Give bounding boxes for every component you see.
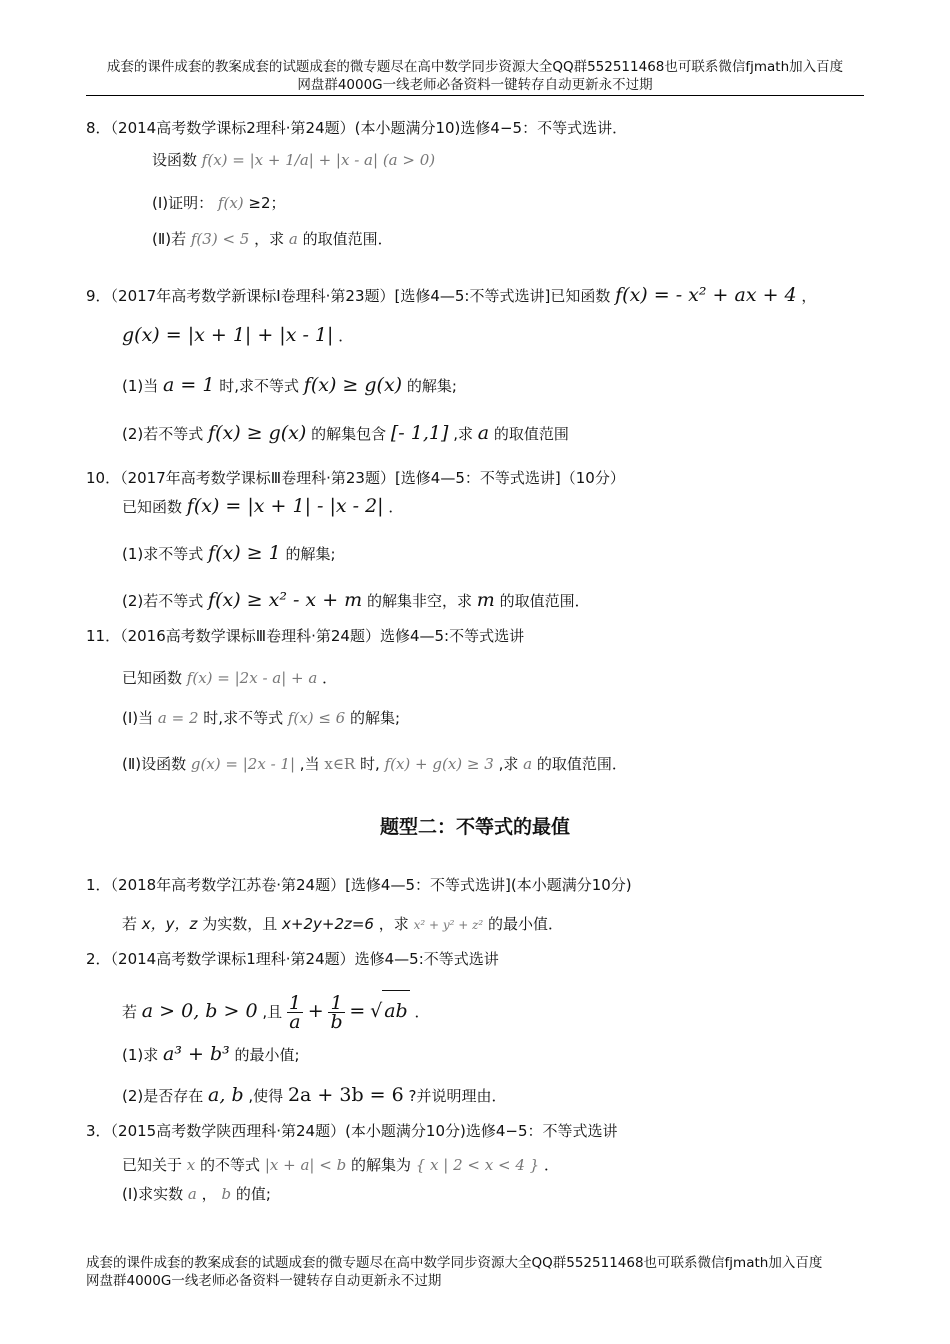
sqrt-icon: √ (370, 1000, 383, 1022)
p11-q2-prefix: (Ⅱ)设函数 (122, 755, 187, 773)
p10-q2-math: f(x) ≥ x² - x + m (208, 589, 363, 611)
p8-part2-var: a (288, 230, 298, 248)
s2-q2-mid: ,且 (262, 1003, 283, 1021)
p11-q2-mid2: 时, (360, 755, 380, 773)
p10-q2-mid: 的解集非空，求 (366, 592, 472, 610)
p8-part2-prefix: (Ⅱ)若 (152, 230, 187, 248)
problem-8-part2 (152, 229, 393, 249)
s2-q1-text-f: 的最小值． (488, 915, 564, 933)
p8-function-formula: f(x) = |x + 1/a| + |x - a| (a > 0) (201, 151, 436, 169)
p9-g-end: ． (338, 327, 354, 345)
p11-f-formula: f(x) = |2x - a| + a (186, 669, 318, 687)
s2-q3-end: ． (543, 1156, 559, 1174)
p10-line1-prefix: 已知函数 (122, 498, 183, 516)
p9-title-end: ， (801, 287, 817, 305)
s2-q3-solution-set: { x | 2 < x < 4 } (415, 1156, 540, 1174)
s2-q2-q1 (122, 1044, 300, 1065)
p10-q2-suffix: 的取值范围． (499, 592, 590, 610)
p9-q1-math2: f(x) ≥ g(x) (303, 374, 403, 396)
s2-q2-q1-suffix: 的最小值; (234, 1046, 300, 1064)
s2-q2-q2-math2: 2a + 3b = 6 (287, 1084, 404, 1106)
s2-q3-var: x (186, 1156, 196, 1174)
s2-q3-part1-a: a (187, 1185, 197, 1203)
frac1-denominator: a (289, 1011, 301, 1033)
p10-q1-suffix: 的解集; (285, 545, 336, 563)
s2-q1-text-c: 为实数，且 (202, 915, 278, 933)
p8-part2-suffix: 的取值范围． (302, 230, 393, 248)
s2-q2-fraction-1b (328, 994, 344, 1031)
p11-q1-math2: f(x) ≤ 6 (287, 709, 346, 727)
header-line-1: 成套的课件成套的教案成套的试题成套的微专题尽在高中数学同步资源大全QQ群552511468也可联系微信fjmath加入百度 (106, 59, 844, 75)
s2-q3-part1-suffix: 的值; (235, 1185, 271, 1203)
p8-part1-suffix: ≥2； (248, 194, 286, 212)
frac2-denominator: b (330, 1011, 343, 1033)
problem-8-line1 (152, 150, 435, 170)
p8-part2-math: f(3) < 5 (190, 230, 250, 248)
p11-q1-suffix: 的解集; (350, 709, 401, 727)
p9-title-text: 9．（2017年高考数学新课标Ⅰ卷理科·第23题）[选修4—5:不等式选讲]已知函数 (86, 287, 611, 305)
problem-9-q1 (122, 375, 457, 396)
p10-q2-prefix: (2)若不等式 (122, 592, 204, 610)
p11-q2-var: a (523, 755, 533, 773)
s2-q2-q2-prefix: (2)是否存在 (122, 1087, 204, 1105)
p10-f-formula: f(x) = |x + 1| - |x - 2| (186, 495, 384, 517)
p11-q1-mid: 时,求不等式 (203, 709, 284, 727)
p8-part1-math: f(x) (217, 194, 244, 212)
problem-11-q1 (122, 708, 400, 728)
s2-q2-equals: = (349, 1000, 366, 1022)
problem-8-title: 8．（2014高考数学课标2理科·第24题）(本小题满分10)选修4−5：不等式选讲． (86, 119, 628, 137)
s2-q2-end: ． (414, 1003, 430, 1021)
s2-q3-part1-prefix: (Ⅰ)求实数 (122, 1185, 184, 1203)
p10-q1-math: f(x) ≥ 1 (208, 542, 281, 564)
p11-q2-math1: g(x) = |2x - 1| (190, 755, 296, 773)
s2-q3-inequality: |x + a| < b (264, 1156, 347, 1174)
s2-q1-vars: x，y，z (141, 915, 198, 933)
frac1-numerator: 1 (288, 992, 301, 1014)
p8-part1-prefix: (Ⅰ)证明： (152, 194, 214, 212)
s2-q3-part1-sep: ， (201, 1185, 217, 1203)
page-footer (86, 1254, 876, 1290)
p10-line1-end: ． (388, 498, 404, 516)
s2-q2-line1 (122, 990, 430, 1032)
s2-q2-sqrt-arg: ab (382, 990, 410, 1031)
problem-11-q2 (122, 754, 627, 774)
p11-q1-math1: a = 2 (157, 709, 199, 727)
problem-8-part1 (152, 193, 286, 213)
s2-q2-q2 (122, 1085, 506, 1106)
problem-10-line1 (122, 496, 403, 517)
p9-q1-prefix: (1)当 (122, 377, 159, 395)
p9-q1-mid: 时,求不等式 (219, 377, 300, 395)
p11-q2-suffix: 的取值范围． (536, 755, 627, 773)
problem-9-q2 (122, 423, 569, 444)
p9-q2-mid2: ,求 (453, 425, 473, 443)
frac2-numerator: 1 (328, 994, 344, 1013)
p9-g-formula: g(x) = |x + 1| + |x - 1| (122, 324, 334, 346)
p8-line1-prefix: 设函数 (152, 151, 198, 169)
section-heading: 题型二：不等式的最值 (379, 816, 570, 838)
s2-q2-q2-math1: a, b (208, 1084, 244, 1106)
s2-q3-title: 3．（2015高考数学陕西理科·第24题）(本小题满分10分)选修4−5：不等式选讲 (86, 1122, 618, 1140)
s2-q2-q2-suffix: ?并说明理由． (408, 1087, 507, 1105)
s2-q2-q1-math: a³ + b³ (163, 1043, 230, 1065)
p10-q2-var: m (476, 589, 495, 611)
problem-10-q1 (122, 543, 336, 564)
problem-9-g-line (122, 325, 353, 346)
p9-q2-math1: f(x) ≥ g(x) (208, 422, 307, 444)
s2-q1-title: 1．（2018年高考数学江苏卷·第24题）[选修4—5：不等式选讲](本小题满分10分) (86, 876, 632, 894)
header-divider (86, 95, 864, 96)
footer-line-2: 网盘群4000G一线老师必备资料一键转存自动更新永不过期 (86, 1273, 442, 1289)
footer-line-1: 成套的课件成套的教案成套的试题成套的微专题尽在高中数学同步资源大全QQ群552511468也可联系微信fjmath加入百度 (86, 1255, 823, 1271)
p11-q2-mid: ,当 (299, 755, 320, 773)
s2-q2-q2-mid: ,使得 (248, 1087, 284, 1105)
p8-part2-mid: ，求 (254, 230, 285, 248)
page-header (60, 58, 890, 94)
p11-line1-end: ． (322, 669, 338, 687)
p9-q1-math1: a = 1 (163, 374, 215, 396)
s2-q1-expression: x² + y² + z² (413, 918, 484, 932)
s2-q1-text-e: ，求 (378, 915, 409, 933)
s2-q2-plus: + (307, 1000, 324, 1022)
problem-10-q2 (122, 590, 590, 611)
s2-q3-part1 (122, 1184, 271, 1204)
p9-f-formula: f(x) = - x² + ax + 4 (615, 284, 797, 306)
p9-q2-math2: [- 1,1] (390, 422, 449, 444)
s2-q3-part1-b: b (221, 1185, 232, 1203)
p9-q2-var: a (477, 422, 490, 444)
s2-q2-title: 2．（2014高考数学课标1理科·第24题）选修4—5:不等式选讲 (86, 950, 499, 968)
p10-q1-prefix: (1)求不等式 (122, 545, 204, 563)
p9-q1-suffix: 的解集; (406, 377, 457, 395)
s2-q3-mid2: 的解集为 (350, 1156, 411, 1174)
p11-q2-math2: x∈R (324, 755, 356, 773)
header-line-2: 网盘群4000G一线老师必备资料一键转存自动更新永不过期 (297, 77, 653, 93)
p9-q2-prefix: (2)若不等式 (122, 425, 204, 443)
s2-q1-line1 (122, 914, 563, 935)
s2-q3-mid: 的不等式 (200, 1156, 261, 1174)
s2-q2-prefix: 若 (122, 1003, 138, 1021)
p11-line1-prefix: 已知函数 (122, 669, 183, 687)
s2-q2-q1-prefix: (1)求 (122, 1046, 159, 1064)
s2-q3-line1 (122, 1155, 559, 1175)
s2-q2-fraction-1a (287, 994, 303, 1031)
problem-11-title: 11．（2016高考数学课标Ⅲ卷理科·第24题）选修4—5:不等式选讲 (86, 627, 525, 645)
p11-q2-mid3: ,求 (498, 755, 519, 773)
s2-q2-math1: a > 0, b > 0 (141, 1000, 258, 1022)
s2-q1-constraint: x+2y+2z=6 (282, 915, 374, 933)
p11-q1-prefix: (Ⅰ)当 (122, 709, 154, 727)
problem-10-title: 10．（2017年高考数学课标Ⅲ卷理科·第23题）[选修4—5：不等式选讲]（10分） (86, 469, 625, 487)
p9-q2-suffix: 的取值范围 (493, 425, 569, 443)
p11-q2-math3: f(x) + g(x) ≥ 3 (384, 755, 494, 773)
problem-11-line1 (122, 668, 337, 688)
problem-9-title (86, 285, 816, 306)
s2-q3-prefix: 已知关于 (122, 1156, 183, 1174)
p9-q2-mid: 的解集包含 (311, 425, 387, 443)
s2-q1-text-a: 若 (122, 915, 138, 933)
